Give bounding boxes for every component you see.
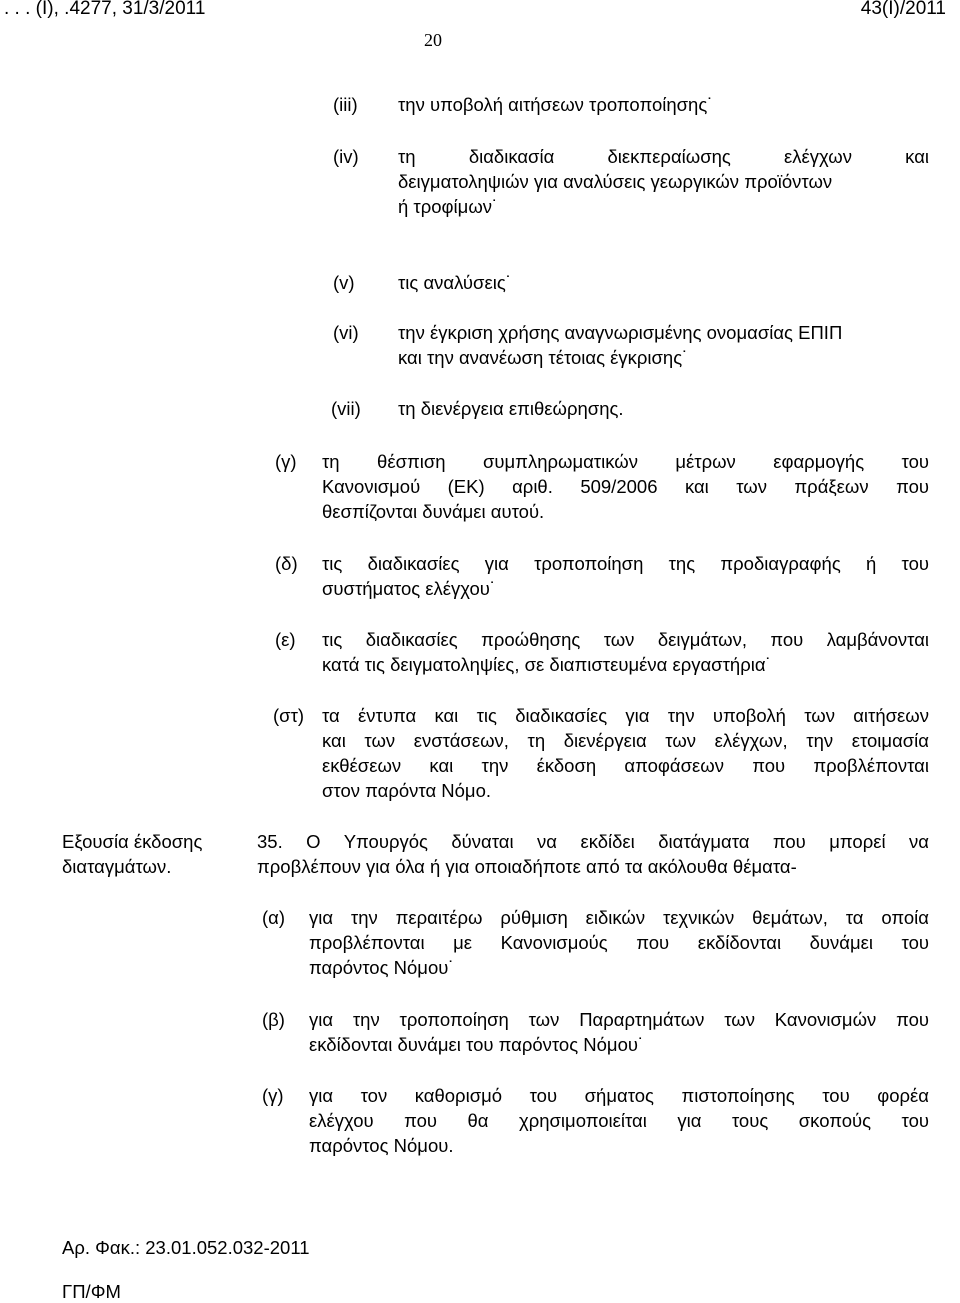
item-text-vi-line-2: και την ανανέωση τέτοιας έγκρισης˙ [398,347,689,368]
item-label-st: (στ) [273,705,305,726]
item-label-gamma: (γ) [275,451,297,472]
sub-text-a-line-3: παρόντος Νόμου˙ [309,957,455,978]
item-text-gamma-line-3: θεσπίζονται δυνάμει αυτού. [322,501,545,522]
item-text-v: τις αναλύσεις˙ [398,272,512,293]
item-label-vi: (vi) [333,322,359,343]
item-text-gamma-line-1: τη θέσπιση συμπληρωματικών μέτρων εφαρμογής του [322,451,929,472]
sub-text-c-line-2: ελέγχου που θα χρησιμοποιείται για τους σκοπούς του [309,1110,929,1131]
margin-note-line-1: Εξουσία έκδοσης [62,831,203,852]
sub-text-b-line-1: για την τροποποίηση των Παραρτημάτων των Κανονισμών που [309,1009,929,1030]
item-text-vii: τη διενέργεια επιθεώρησης. [398,398,624,419]
item-text-gamma-line-2: Κανονισμού (ΕΚ) αριθ. 509/2006 και των πράξεων που [322,476,929,497]
margin-note-line-2: διαταγμάτων. [62,856,172,877]
item-label-iv: (iv) [333,146,359,167]
initials: ΓΠ/ΦΜ [62,1281,121,1302]
sub-label-c: (γ) [262,1085,284,1106]
item-text-st-line-4: στον παρόντα Νόμο. [322,780,492,801]
item-text-st-line-1: τα έντυπα και τις διαδικασίες για την υποβολή των αιτήσεων [322,705,929,726]
sub-text-b-line-2: εκδίδονται δυνάμει του παρόντος Νόμου˙ [309,1034,645,1055]
item-label-v: (v) [333,272,355,293]
item-text-vi-line-1: την έγκριση χρήσης αναγνωρισμένης ονομασίας ΕΠΙΠ [398,322,843,343]
file-reference: Αρ. Φακ.: 23.01.052.032-2011 [62,1237,310,1258]
item-label-delta: (δ) [275,553,298,574]
sub-label-a: (α) [262,907,286,928]
sub-text-c-line-1: για τον καθορισμό του σήματος πιστοποίησης του φορέα [309,1085,929,1106]
sub-label-b: (β) [262,1009,285,1030]
item-text-iv-line-2: δειγματοληψιών για αναλύσεις γεωργικών προϊόντων [398,171,833,192]
item-text-epsilon-line-1: τις διαδικασίες προώθησης των δειγμάτων, που λαμβάνονται [322,629,929,650]
item-text-epsilon-line-2: κατά τις δειγματοληψίες, σε διαπιστευμένα εργαστήρια˙ [322,654,772,675]
sub-text-a-line-2: προβλέπονται με Κανονισμούς που εκδίδονται δυνάμει του [309,932,929,953]
sub-text-a-line-1: για την περαιτέρω ρύθμιση ειδικών τεχνικών θεμάτων, τα οποία [309,907,929,928]
item-label-vii: (vii) [331,398,361,419]
item-text-st-line-2: και των ενστάσεων, τη διενέργεια των ελέγχων, την ετοιμασία [322,730,929,751]
header-right: 43(Ι)/2011 [860,0,946,19]
item-text-delta-line-1: τις διαδικασίες για τροποποίηση της προδιαγραφής ή του [322,553,929,574]
section-35-line-1: 35. Ο Υπουργός δύναται να εκδίδει διατάγματα που μπορεί να [257,831,929,852]
item-text-delta-line-2: συστήματος ελέγχου˙ [322,578,497,599]
item-text-iv-line-3: ή τροφίμων˙ [398,196,499,217]
item-label-iii: (iii) [333,94,358,115]
item-text-iii: την υποβολή αιτήσεων τροποποίησης˙ [398,94,714,115]
item-text-st-line-3: εκθέσεων και την έκδοση αποφάσεων που προβλέπονται [322,755,929,776]
header-left: . . . (Ι), .4277, 31/3/2011 [4,0,206,19]
item-label-epsilon: (ε) [275,629,296,650]
section-35-line-2: προβλέπουν για όλα ή για οποιαδήποτε από τα ακόλουθα θέματα- [257,856,797,877]
sub-text-c-line-3: παρόντος Νόμου. [309,1135,454,1156]
page-number: 20 [424,30,442,50]
item-text-iv-line-1: τη διαδικασία διεκπεραίωσης ελέγχων και [398,146,929,167]
